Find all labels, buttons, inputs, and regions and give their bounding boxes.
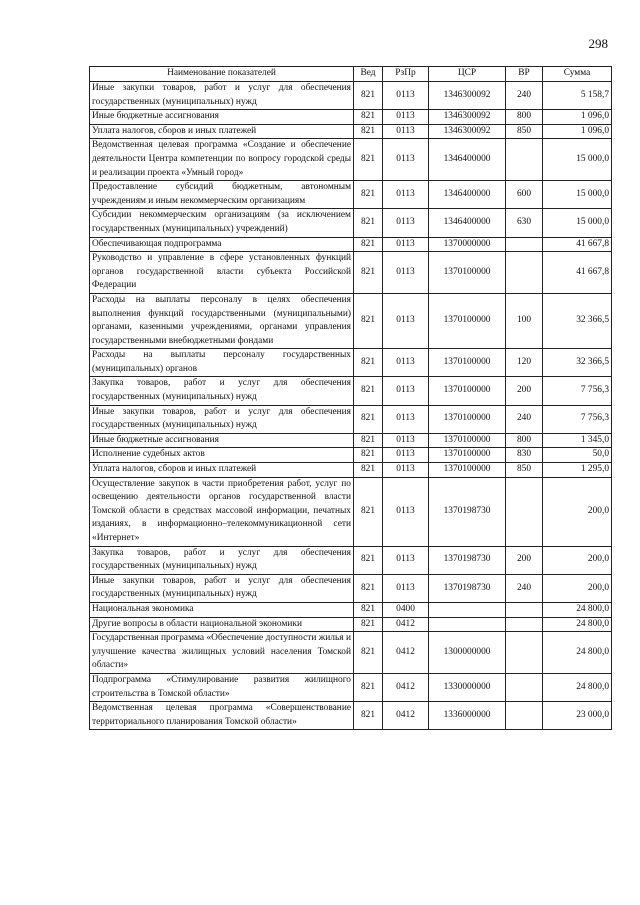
row-name: Иные закупки товаров, работ и услуг для обеспечения государственных (муниципальных) нужд	[90, 405, 354, 433]
row-sum: 200,0	[543, 574, 612, 602]
row-vr: 600	[506, 181, 543, 209]
row-name: Государственная программа «Обеспечение доступности жилья и улучшение качества жилищных условий населения Томской области»	[90, 632, 354, 674]
table-row	[90, 632, 612, 674]
table-row	[90, 110, 612, 125]
row-rzpr: 0113	[383, 139, 429, 181]
row-sum: 1 096,0	[543, 124, 612, 139]
row-csr: 1330000000	[429, 673, 506, 701]
row-vr: 850	[506, 463, 543, 478]
row-csr: 1346300092	[429, 124, 506, 139]
table-row	[90, 477, 612, 546]
row-vr	[506, 702, 543, 730]
row-rzpr: 0412	[383, 673, 429, 701]
row-ved: 821	[354, 82, 383, 110]
row-csr	[429, 617, 506, 632]
row-ved: 821	[354, 181, 383, 209]
row-ved: 821	[354, 702, 383, 730]
row-name: Субсидии некоммерческим организациям (за исключением государственных (муниципальных) учреждений)	[90, 209, 354, 237]
row-vr: 240	[506, 82, 543, 110]
row-csr: 1370100000	[429, 293, 506, 348]
page-number: 298	[588, 36, 608, 51]
row-csr: 1346300092	[429, 82, 506, 110]
row-ved: 821	[354, 433, 383, 448]
row-sum: 1 345,0	[543, 433, 612, 448]
header-rzpr: РзПр	[383, 67, 429, 82]
row-csr: 1370100000	[429, 252, 506, 294]
row-vr: 630	[506, 209, 543, 237]
table-row	[90, 433, 612, 448]
row-name: Другие вопросы в области национальной экономики	[90, 617, 354, 632]
row-sum: 15 000,0	[543, 181, 612, 209]
table-row	[90, 617, 612, 632]
row-ved: 821	[354, 477, 383, 546]
row-ved: 821	[354, 237, 383, 252]
row-ved: 821	[354, 252, 383, 294]
row-vr: 800	[506, 433, 543, 448]
table-row	[90, 377, 612, 405]
row-rzpr: 0113	[383, 405, 429, 433]
row-name: Исполнение судебных актов	[90, 448, 354, 463]
row-vr: 240	[506, 405, 543, 433]
budget-table	[89, 66, 612, 730]
table-header	[90, 67, 612, 82]
table-body	[90, 82, 612, 730]
row-vr: 100	[506, 293, 543, 348]
header-csr: ЦСР	[429, 67, 506, 82]
row-sum: 41 667,8	[543, 237, 612, 252]
row-sum: 24 800,0	[543, 617, 612, 632]
row-vr	[506, 617, 543, 632]
row-ved: 821	[354, 632, 383, 674]
row-rzpr: 0113	[383, 293, 429, 348]
row-csr: 1370198730	[429, 477, 506, 546]
table-row	[90, 124, 612, 139]
header-name: Наименование показателей	[90, 67, 354, 82]
row-name: Иные бюджетные ассигнования	[90, 433, 354, 448]
row-name: Иные закупки товаров, работ и услуг для обеспечения государственных (муниципальных) нужд	[90, 82, 354, 110]
row-name: Руководство и управление в сфере установленных функций органов государственной власти субъекта Российской Федерации	[90, 252, 354, 294]
row-name: Национальная экономика	[90, 602, 354, 617]
row-ved: 821	[354, 546, 383, 574]
header-sum: Сумма	[543, 67, 612, 82]
row-vr: 850	[506, 124, 543, 139]
row-csr: 1370100000	[429, 405, 506, 433]
row-name: Иные бюджетные ассигнования	[90, 110, 354, 125]
row-name: Расходы на выплаты персоналу в целях обеспечения выполнения функций государственными (муниципальными) органами, казенными учреждениями, органами управления государственными внебюджетными фондами	[90, 293, 354, 348]
row-rzpr: 0113	[383, 448, 429, 463]
row-name: Уплата налогов, сборов и иных платежей	[90, 463, 354, 478]
row-rzpr: 0412	[383, 617, 429, 632]
row-sum: 23 000,0	[543, 702, 612, 730]
row-csr: 1370100000	[429, 448, 506, 463]
row-name: Ведомственная целевая программа «Создание и обеспечение деятельности Центра компетенции по вопросу городской среды и реализации проекта «Умный город»	[90, 139, 354, 181]
header-row	[90, 67, 612, 82]
row-rzpr: 0113	[383, 546, 429, 574]
row-sum: 50,0	[543, 448, 612, 463]
row-sum: 7 756,3	[543, 405, 612, 433]
row-vr: 200	[506, 377, 543, 405]
row-rzpr: 0113	[383, 124, 429, 139]
row-name: Предоставление субсидий бюджетным, автономным учреждениям и иным некоммерческим организациям	[90, 181, 354, 209]
row-ved: 821	[354, 673, 383, 701]
table-row	[90, 405, 612, 433]
table-row	[90, 546, 612, 574]
row-rzpr: 0412	[383, 702, 429, 730]
row-ved: 821	[354, 617, 383, 632]
row-sum: 1 096,0	[543, 110, 612, 125]
row-name: Осуществление закупок в части приобретения работ, услуг по освещению деятельности органов государственной власти Томской области в средствах массовой информации, печатных изданиях, в информационно–телекоммуникационной сети «Интернет»	[90, 477, 354, 546]
row-csr: 1346400000	[429, 139, 506, 181]
header-ved: Вед	[354, 67, 383, 82]
table-row	[90, 349, 612, 377]
row-name: Обеспечивающая подпрограмма	[90, 237, 354, 252]
table-row	[90, 181, 612, 209]
table-row	[90, 139, 612, 181]
row-ved: 821	[354, 405, 383, 433]
row-sum: 24 800,0	[543, 632, 612, 674]
row-csr: 1346300092	[429, 110, 506, 125]
table-row	[90, 574, 612, 602]
row-sum: 24 800,0	[543, 673, 612, 701]
row-ved: 821	[354, 209, 383, 237]
row-vr: 200	[506, 546, 543, 574]
row-csr: 1300000000	[429, 632, 506, 674]
row-ved: 821	[354, 448, 383, 463]
row-rzpr: 0113	[383, 237, 429, 252]
row-sum: 7 756,3	[543, 377, 612, 405]
row-name: Иные закупки товаров, работ и услуг для обеспечения государственных (муниципальных) нужд	[90, 574, 354, 602]
row-sum: 24 800,0	[543, 602, 612, 617]
table-row	[90, 237, 612, 252]
row-vr	[506, 673, 543, 701]
row-rzpr: 0113	[383, 433, 429, 448]
row-rzpr: 0113	[383, 349, 429, 377]
row-ved: 821	[354, 602, 383, 617]
row-ved: 821	[354, 139, 383, 181]
row-vr: 240	[506, 574, 543, 602]
table-row	[90, 448, 612, 463]
table-row	[90, 82, 612, 110]
row-name: Закупка товаров, работ и услуг для обеспечения государственных (муниципальных) нужд	[90, 377, 354, 405]
row-csr: 1370100000	[429, 463, 506, 478]
row-csr: 1336000000	[429, 702, 506, 730]
row-rzpr: 0113	[383, 252, 429, 294]
row-sum: 200,0	[543, 477, 612, 546]
row-csr: 1370000000	[429, 237, 506, 252]
row-ved: 821	[354, 463, 383, 478]
header-vr: ВР	[506, 67, 543, 82]
row-ved: 821	[354, 124, 383, 139]
row-vr	[506, 139, 543, 181]
row-csr: 1370198730	[429, 546, 506, 574]
row-csr: 1370198730	[429, 574, 506, 602]
row-vr	[506, 477, 543, 546]
row-sum: 15 000,0	[543, 209, 612, 237]
row-sum: 15 000,0	[543, 139, 612, 181]
row-sum: 32 366,5	[543, 293, 612, 348]
table-row	[90, 673, 612, 701]
row-ved: 821	[354, 377, 383, 405]
row-csr	[429, 602, 506, 617]
row-name: Ведомственная целевая программа «Совершенствование территориального планирования Томской области»	[90, 702, 354, 730]
row-name: Подпрограмма «Стимулирование развития жилищного строительства в Томской области»	[90, 673, 354, 701]
row-rzpr: 0113	[383, 82, 429, 110]
row-vr	[506, 602, 543, 617]
table-row	[90, 293, 612, 348]
table-row	[90, 209, 612, 237]
row-rzpr: 0113	[383, 110, 429, 125]
row-ved: 821	[354, 349, 383, 377]
row-name: Уплата налогов, сборов и иных платежей	[90, 124, 354, 139]
table-row	[90, 252, 612, 294]
row-vr: 120	[506, 349, 543, 377]
row-vr	[506, 252, 543, 294]
row-ved: 821	[354, 293, 383, 348]
row-rzpr: 0113	[383, 209, 429, 237]
row-vr: 800	[506, 110, 543, 125]
row-ved: 821	[354, 110, 383, 125]
row-vr	[506, 237, 543, 252]
row-csr: 1370100000	[429, 433, 506, 448]
row-vr	[506, 632, 543, 674]
row-sum: 32 366,5	[543, 349, 612, 377]
row-rzpr: 0113	[383, 477, 429, 546]
row-ved: 821	[354, 574, 383, 602]
row-csr: 1370100000	[429, 377, 506, 405]
table-row	[90, 463, 612, 478]
table-row	[90, 702, 612, 730]
table-row	[90, 602, 612, 617]
row-vr: 830	[506, 448, 543, 463]
row-name: Закупка товаров, работ и услуг для обеспечения государственных (муниципальных) нужд	[90, 546, 354, 574]
row-sum: 41 667,8	[543, 252, 612, 294]
row-name: Расходы на выплаты персоналу государственных (муниципальных) органов	[90, 349, 354, 377]
row-rzpr: 0113	[383, 377, 429, 405]
row-csr: 1346400000	[429, 181, 506, 209]
row-csr: 1346400000	[429, 209, 506, 237]
row-rzpr: 0400	[383, 602, 429, 617]
row-sum: 5 158,7	[543, 82, 612, 110]
row-rzpr: 0113	[383, 181, 429, 209]
row-rzpr: 0113	[383, 574, 429, 602]
row-rzpr: 0113	[383, 463, 429, 478]
row-sum: 1 295,0	[543, 463, 612, 478]
row-csr: 1370100000	[429, 349, 506, 377]
row-sum: 200,0	[543, 546, 612, 574]
row-rzpr: 0412	[383, 632, 429, 674]
